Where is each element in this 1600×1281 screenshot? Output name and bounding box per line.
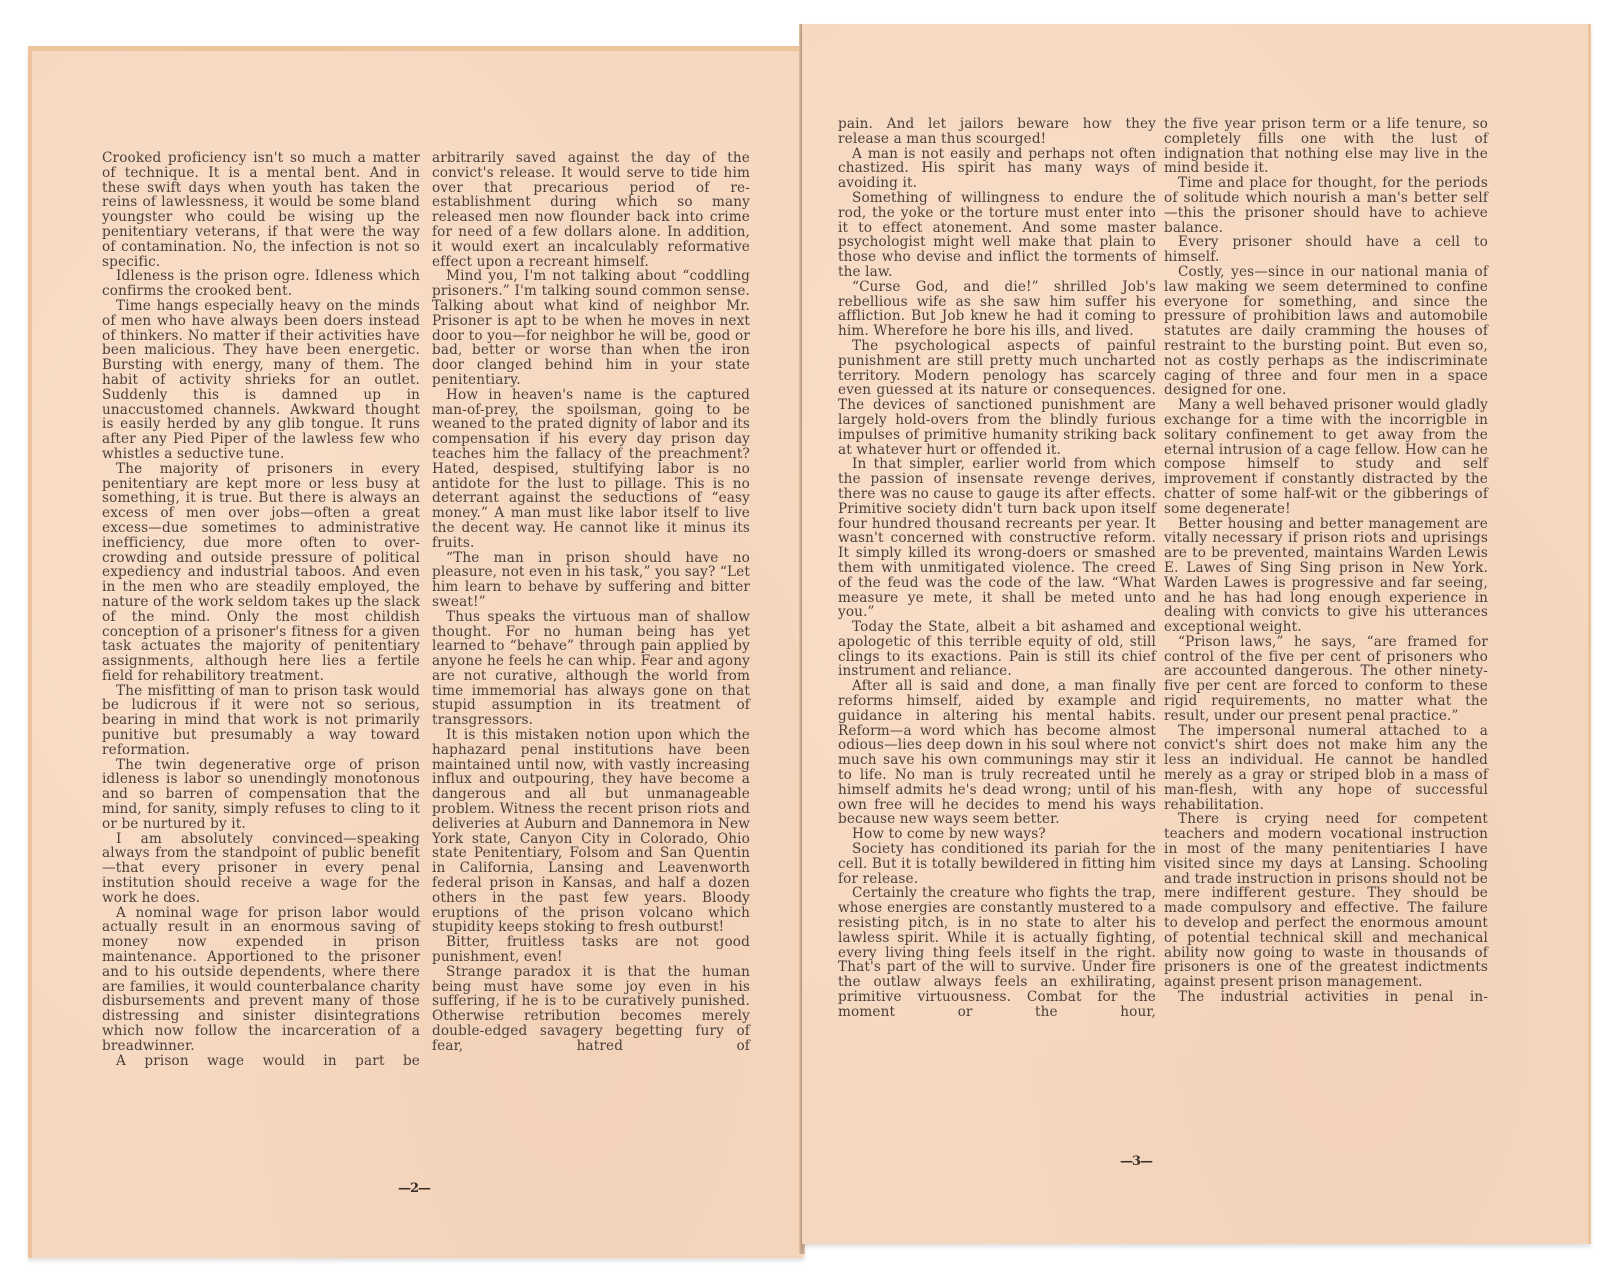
paragraph: Something of willingness to endure the rod, the yoke or the torture must enter into it to effect atonement. And some master psychologist might well make that plain to those who devise and inflict the torments of the law. bbox=[838, 189, 1156, 280]
paragraph: Idleness is the prison ogre. Idleness which confirms the crooked bent. bbox=[102, 268, 420, 300]
left-page-column-1 bbox=[102, 151, 420, 1068]
paragraph: The impersonal numeral attached to a convict's shirt does not make him any the less an individual. He cannot be handled merely as a gray or striped blob in a mass of man-flesh, with any hope of successful rehabilitation. bbox=[1164, 722, 1488, 813]
paragraph: The misfitting of man to prison task would be ludicrous if it were not so serious, bearing in mind that work is not primarily punitive but presumably a way toward reformation. bbox=[102, 682, 420, 758]
paragraph: The psychological aspects of painful punishment are still pretty much uncharted territory. Modern penology has scarcely even guessed at its nature or consequences. The devices of sanctioned punishment are largely hold-overs from the blindly furious impulses of primitive humanity striking back at whatever hurt or offended it. bbox=[838, 337, 1156, 458]
paragraph: In that simpler, earlier world from which the passion of insensate revenge derives, there was no cause to gauge its after effects. Primitive society didn't turn back upon itself four hundred thousand recreants per year. It wasn't concerned with constructive reform. It simply killed its wrong-doers or smashed them with unmitigated violence. The creed of the feud was the code of the law. “What measure ye mete, it shall be meted unto you.” bbox=[838, 456, 1156, 621]
paragraph: I am absolutely convinced—speaking always from the standpoint of public benefit—that every prisoner in every penal institution should receive a wage for the work he does. bbox=[102, 830, 420, 906]
page-number-3: —3— bbox=[1120, 1154, 1153, 1169]
paragraph: Certainly the creature who fights the trap, whose energies are constantly mustered to a resisting pitch, is in no state to alter his lawless spirit. While it is actually fighting, every living thing feels itself in the right. That's part of the will to survive. Under fire the outlaw always feels an exhilirating, primitive virtuousness. Combat for the moment or the hour, bbox=[838, 885, 1156, 1020]
paragraph: The industrial activities in penal in- bbox=[1178, 989, 1488, 1006]
paragraph: It is this mistaken notion upon which the haphazard penal institutions have been maintained until now, with vastly increasing influx and outpouring, they have become a dangerous and all but unmanageable problem. Witness the recent prison riots and deliveries at Auburn and Dannemora in New York state, Canyon City in Colorado, Ohio state Penitentiary, Folsom and San Quentin in California, Lansing and Leavenworth federal prison in Kansas, and half a dozen others in the past few years. Bloody eruptions of the prison volcano which stupidity keeps stoking to fresh outburst! bbox=[432, 727, 750, 936]
paragraph: pain. And let jailors beware how they release a man thus scourged! bbox=[838, 116, 1156, 147]
right-page-column-1 bbox=[838, 117, 1156, 1020]
paragraph: Strange paradox it is that the human being must have some joy even in his suffering, if he is to be curatively punished. Otherwise retribution becomes merely double-edged savagery begetting fury of fear, hatred of bbox=[432, 963, 750, 1054]
left-page-column-2 bbox=[432, 151, 750, 1054]
right-page-column-2 bbox=[1164, 117, 1488, 1005]
paragraph: Mind you, I'm not talking about “coddling prisoners.” I'm talking sound common sense. Talking about what kind of neighbor Mr. Prisoner is apt to be when he moves in next door to you—for neighbor he will be, good or bad, better or worse than when the iron door clanged behind him in your state penitentiary. bbox=[432, 268, 750, 388]
paragraph: Time and place for thought, for the periods of solitude which nourish a man's better self—this the prisoner should have to achieve balance. bbox=[1164, 175, 1488, 236]
paragraph: Thus speaks the virtuous man of shallow thought. For no human being has yet learned to “behave” through pain applied by anyone he feels he can whip. Fear and agony are not curative, although the world from time immemorial has always gone on that stupid assumption in its treatment of transgressors. bbox=[432, 608, 750, 729]
paragraph: the five year prison term or a life tenure, so completely fills one with the lust of indignation that nothing else may live in the mind beside it. bbox=[1164, 116, 1488, 177]
paragraph: How to come by new ways? bbox=[852, 826, 1046, 843]
paragraph: A man is not easily and perhaps not often chastized. His spirit has many ways of avoiding it. bbox=[838, 145, 1156, 192]
paragraph: Better housing and better management are vitally necessary if prison riots and uprisings are to be prevented, maintains Warden Lewis E. Lawes of Sing Sing prison in New York. Warden Lawes is progressive and far seeing, and he has had long enough experience in dealing with convicts to give his utterances exceptional weight. bbox=[1164, 515, 1488, 636]
paragraph: Today the State, albeit a bit ashamed and apologetic of this terrible equity of old, still clings to its exactions. Pain is still its chief instrument and reliance. bbox=[838, 619, 1156, 680]
paragraph: A prison wage would in part be bbox=[116, 1052, 420, 1069]
paragraph: The majority of prisoners in every penitentiary are kept more or less busy at something, it is true. But there is always an excess of men over jobs—often a great excess—due sometimes to administrative inefficiency, due more often to over-crowding and outside pressure of political expediency and industrial taboos. And even in the men who are steadily employed, the nature of the work seldom takes up the slack of the mind. Only the most childish conception of a prisoner's fitness for a given task actuates the majority of penitentiary assignments, although here lies a fertile field for rehabilitory treatment. bbox=[102, 460, 420, 684]
paragraph: There is crying need for competent teachers and modern vocational instruction in most of the many penitentiaries I have visited since my days at Lansing. Schooling and trade instruction in prisons should not be mere indifferent gesture. They should be made compulsory and effective. The failure to develop and perfect the enormous amount of potential technical skill and mechanical ability now going to waste in thousands of prisoners is one of the greatest indictments against present prison management. bbox=[1164, 811, 1488, 991]
paragraph: “The man in prison should have no pleasure, not even in his task,” you say? “Let him learn to behave by suffering and bitter sweat!” bbox=[432, 549, 750, 610]
paragraph: How in heaven's name is the captured man-of-prey, the spoilsman, going to be weaned to the prated dignity of labor and its compensation if his every day prison day teaches him the fallacy of the preachment? Hated, despised, stultifying labor is no antidote for the lust to pillage. This is no deterrant against the seductions of “easy money.” A man must like labor itself to live the decent way. He cannot like it minus its fruits. bbox=[432, 386, 750, 551]
paragraph: A nominal wage for prison labor would actually result in an enormous saving of money now expended in prison maintenance. Apportioned to the prisoner and to his outside dependents, where there are families, it would counterbalance charity disbursements and prevent many of those distressing and sinister disintegrations which now follow the incarceration of a breadwinner. bbox=[102, 904, 420, 1054]
paragraph: Many a well behaved prisoner would gladly exchange for a time with the incorrigble in solitary confinement to get away from the eternal intrusion of a cage fellow. How can he compose himself to study and self improvement if constantly distracted by the chatter of some half-wit or the gibberings of some degenerate! bbox=[1164, 397, 1488, 517]
paragraph: Time hangs especially heavy on the minds of men who have always been doers instead of thinkers. No matter if their activities have been malicious. They have been energetic. Bursting with energy, many of them. The habit of activity shrieks for an outlet. Suddenly this is damned up in unaccustomed channels. Awkward thought is easily herded by any glib tongue. It runs after any Pied Piper of the lawless few who whistles a seductive tune. bbox=[102, 297, 420, 462]
paragraph: Society has conditioned its pariah for the cell. But it is totally bewildered in fitting him for release. bbox=[838, 841, 1156, 887]
paragraph: “Prison laws,” he says, “are framed for control of the five per cent of prisoners who are accounted dangerous. The other ninety-five per cent are forced to conform to these rigid requirements, no matter what the result, under our present penal practice.” bbox=[1164, 633, 1488, 724]
paragraph: “Curse God, and die!” shrilled Job's rebellious wife as she saw him suffer his affliction. But Job knew he had it coming to him. Wherefore he bore his ills, and lived. bbox=[838, 278, 1156, 340]
page-right bbox=[802, 24, 1591, 1244]
page-left bbox=[28, 46, 804, 1258]
paragraph: Crooked proficiency isn't so much a matter of technique. It is a mental bent. And in these swift days when youth has taken the reins of lawlessness, it would be some bland youngster who could be wising up the penitentiary veterans, if that were the way of contamination. No, the infection is not so specific. bbox=[102, 150, 420, 270]
booklet-spread bbox=[28, 14, 1588, 1269]
paragraph: arbitrarily saved against the day of the convict's release. It would serve to tide him over that precarious period of re-establishment during which so many released men now flounder back into crime for need of a few dollars alone. In addition, it would exert an incalculably reformative effect upon a recreant himself. bbox=[432, 150, 750, 270]
paragraph: The twin degenerative orge of prison idleness is labor so unendingly monotonous and so barren of compensation that the mind, for sanity, simply refuses to cling to it or be nurtured by it. bbox=[102, 756, 420, 832]
paragraph: Costly, yes—since in our national mania of law making we seem determined to confine everyone for something, and since the pressure of prohibition laws and automobile statutes are daily cramming the houses of restraint to the bursting point. But even so, not as costly perhaps as the indiscriminate caging of three and four men in a space designed for one. bbox=[1164, 263, 1488, 399]
page-number-2: —2— bbox=[398, 1181, 431, 1196]
paragraph: Bitter, fruitless tasks are not good punishment, even! bbox=[432, 934, 750, 966]
paragraph: After all is said and done, a man finally reforms himself, aided by example and guidance in altering his mental habits. Reform—a word which has become almost odious—lies deep down in his soul where not much save his own communings may stir it to life. No man is truly recreated until he himself admits he's dead wrong; until of his own free will he decides to mend his ways because new ways seem better. bbox=[838, 678, 1156, 828]
paragraph: Every prisoner should have a cell to himself. bbox=[1164, 234, 1488, 266]
